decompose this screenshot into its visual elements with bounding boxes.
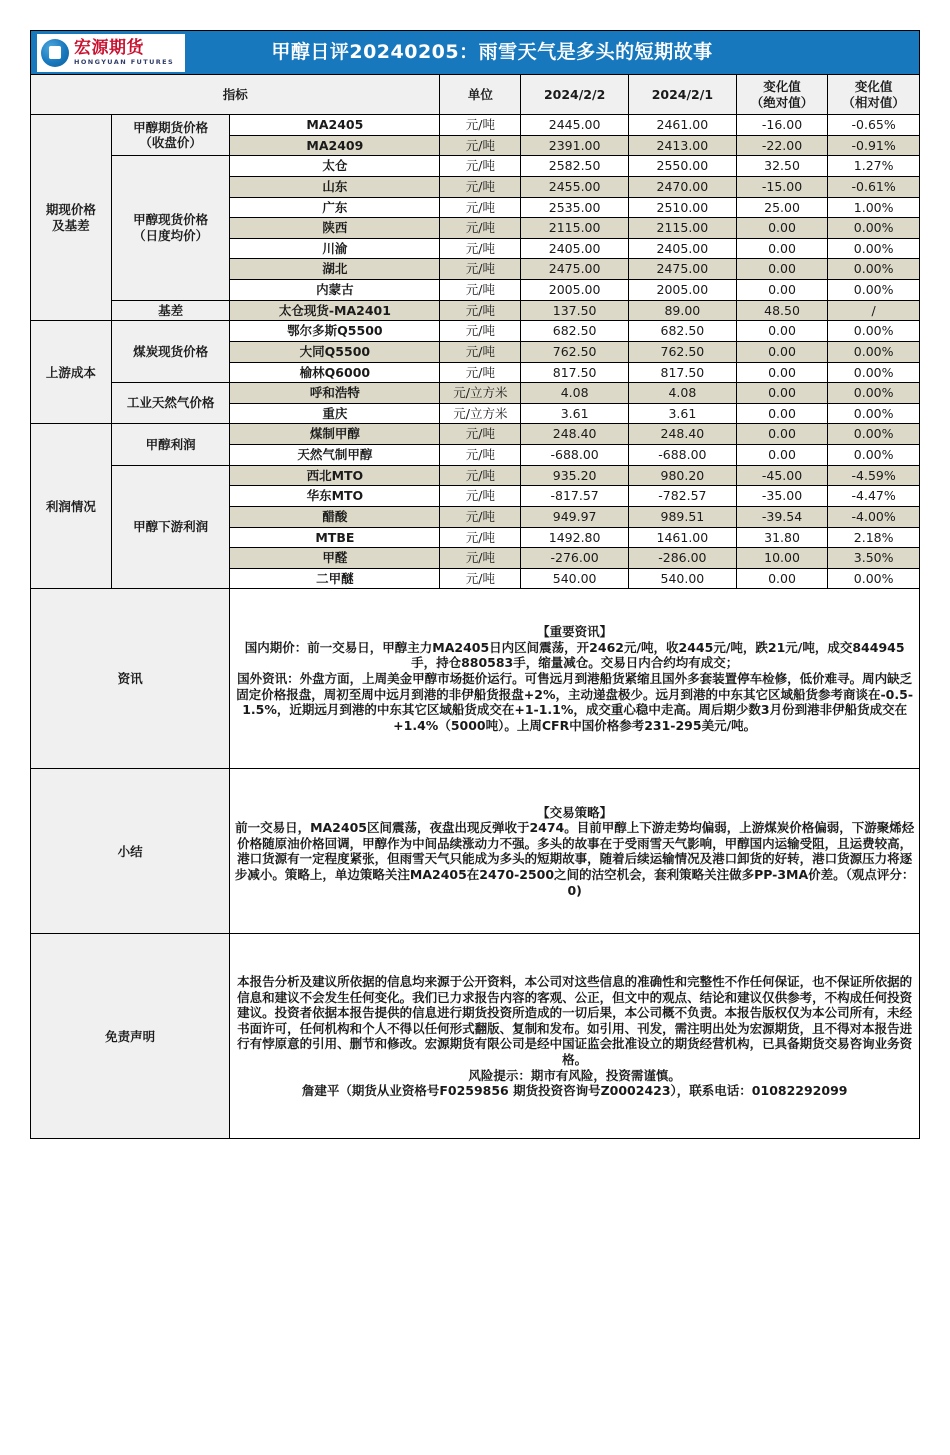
row-value-current: 2455.00 bbox=[521, 176, 629, 197]
row-change-absolute: 0.00 bbox=[736, 383, 828, 404]
row-change-relative: 1.27% bbox=[828, 156, 920, 177]
subgroup-label-2-0: 甲醇利润 bbox=[111, 424, 230, 465]
row-change-relative: 3.50% bbox=[828, 548, 920, 569]
row-value-previous: 980.20 bbox=[629, 465, 737, 486]
row-change-absolute: 25.00 bbox=[736, 197, 828, 218]
row-indicator-name: 华东MTO bbox=[230, 486, 440, 507]
row-change-absolute: 31.80 bbox=[736, 527, 828, 548]
row-unit: 元/吨 bbox=[440, 445, 521, 466]
logo-company-name-cn: 宏源期货 bbox=[74, 37, 144, 58]
row-value-previous: 2510.00 bbox=[629, 197, 737, 218]
row-change-relative: -0.61% bbox=[828, 176, 920, 197]
news-section-body-paragraph: 国内期价：前一交易日，甲醇主力MA2405日内区间震荡，开2462元/吨，收2445元/吨，跌21元/吨，成交844945手，持仓880583手，缩量减仓。交易日内合约均有成交； bbox=[244, 639, 905, 671]
group-label-0: 期现价格 及基差 bbox=[31, 115, 112, 321]
summary-section-body-row bbox=[31, 769, 920, 934]
row-change-absolute: 0.00 bbox=[736, 424, 828, 445]
row-unit: 元/吨 bbox=[440, 424, 521, 445]
row-change-absolute: 0.00 bbox=[736, 341, 828, 362]
row-indicator-name: 二甲醚 bbox=[230, 568, 440, 589]
row-value-current: 2582.50 bbox=[521, 156, 629, 177]
row-value-current: 2405.00 bbox=[521, 238, 629, 259]
logo-emblem-icon bbox=[41, 39, 69, 67]
col-header-change-relative: 变化值 （相对值） bbox=[828, 75, 920, 115]
row-change-relative: -0.91% bbox=[828, 135, 920, 156]
logo-company-name-en: HONGYUAN FUTURES bbox=[74, 57, 175, 66]
row-value-previous: 3.61 bbox=[629, 403, 737, 424]
row-value-current: 540.00 bbox=[521, 568, 629, 589]
row-unit: 元/吨 bbox=[440, 135, 521, 156]
company-logo bbox=[37, 34, 185, 72]
row-unit: 元/吨 bbox=[440, 321, 521, 342]
row-change-relative: 0.00% bbox=[828, 341, 920, 362]
row-indicator-name: 醋酸 bbox=[230, 506, 440, 527]
row-unit: 元/吨 bbox=[440, 218, 521, 239]
row-unit: 元/吨 bbox=[440, 486, 521, 507]
row-change-relative: 0.00% bbox=[828, 403, 920, 424]
row-value-previous: 2550.00 bbox=[629, 156, 737, 177]
row-value-current: -276.00 bbox=[521, 548, 629, 569]
row-value-current: 3.61 bbox=[521, 403, 629, 424]
col-header-date-current: 2024/2/2 bbox=[521, 75, 629, 115]
row-unit: 元/吨 bbox=[440, 176, 521, 197]
row-unit: 元/吨 bbox=[440, 527, 521, 548]
row-change-relative: 0.00% bbox=[828, 568, 920, 589]
row-value-previous: 2461.00 bbox=[629, 115, 737, 136]
row-value-previous: -782.57 bbox=[629, 486, 737, 507]
row-unit: 元/吨 bbox=[440, 156, 521, 177]
row-unit: 元/吨 bbox=[440, 465, 521, 486]
summary-section-label: 小结 bbox=[31, 769, 230, 934]
group-label-2: 利润情况 bbox=[31, 424, 112, 589]
row-change-absolute: 10.00 bbox=[736, 548, 828, 569]
row-value-current: 817.50 bbox=[521, 362, 629, 383]
row-indicator-name: 重庆 bbox=[230, 403, 440, 424]
row-indicator-name: 内蒙古 bbox=[230, 280, 440, 301]
col-header-indicator: 指标 bbox=[31, 75, 440, 115]
row-value-current: 2535.00 bbox=[521, 197, 629, 218]
row-change-relative: 0.00% bbox=[828, 424, 920, 445]
table-row bbox=[31, 424, 920, 445]
row-value-current: 2115.00 bbox=[521, 218, 629, 239]
disclaimer-section-label: 免责声明 bbox=[31, 934, 230, 1139]
row-value-previous: 540.00 bbox=[629, 568, 737, 589]
row-indicator-name: 湖北 bbox=[230, 259, 440, 280]
report-title-bar bbox=[31, 31, 920, 75]
disclaimer-section-body-paragraph: 本报告分析及建议所依据的信息均来源于公开资料，本公司对这些信息的准确性和完整性不作任何保证，也不保证所依据的信息和建议不会发生任何变化。我们已力求报告内容的客观、公正，但文中的观点、结论和建议仅供参考，不构成任何投资建议。投资者依据本报告提供的信息进行期货投资所造成的一切后果，本公司概不负责。本报告版权仅为本公司所有，未经书面许可，任何机构和个人不得以任何形式翻版、复制和发布。如引用、刊发，需注明出处为宏源期货，且不得对本报告进行有悖原意的引用、删节和修改。宏源期货有限公司是经中国证监会批准设立的期货经营机构，已具备期货交易咨询业务资格。 bbox=[237, 973, 913, 1067]
row-change-absolute: 0.00 bbox=[736, 238, 828, 259]
col-header-date-previous: 2024/2/1 bbox=[629, 75, 737, 115]
row-indicator-name: 煤制甲醇 bbox=[230, 424, 440, 445]
row-change-absolute: 0.00 bbox=[736, 280, 828, 301]
row-value-previous: 89.00 bbox=[629, 300, 737, 321]
row-change-absolute: -22.00 bbox=[736, 135, 828, 156]
table-row bbox=[31, 383, 920, 404]
row-indicator-name: 天然气制甲醇 bbox=[230, 445, 440, 466]
row-change-relative: 0.00% bbox=[828, 445, 920, 466]
subgroup-label-1-0: 煤炭现货价格 bbox=[111, 321, 230, 383]
row-unit: 元/吨 bbox=[440, 280, 521, 301]
row-change-relative: -4.59% bbox=[828, 465, 920, 486]
row-change-absolute: 0.00 bbox=[736, 259, 828, 280]
row-value-previous: 2005.00 bbox=[629, 280, 737, 301]
subgroup-label-0-1: 甲醇现货价格 （日度均价） bbox=[111, 156, 230, 300]
row-change-relative: -4.00% bbox=[828, 506, 920, 527]
row-value-previous: 2405.00 bbox=[629, 238, 737, 259]
row-indicator-name: 鄂尔多斯Q5500 bbox=[230, 321, 440, 342]
row-value-previous: -688.00 bbox=[629, 445, 737, 466]
row-unit: 元/吨 bbox=[440, 259, 521, 280]
col-header-change-absolute: 变化值 （绝对值） bbox=[736, 75, 828, 115]
subgroup-label-0-0: 甲醇期货价格 （收盘价） bbox=[111, 115, 230, 156]
title-row bbox=[31, 31, 920, 75]
row-value-previous: 682.50 bbox=[629, 321, 737, 342]
row-value-current: -688.00 bbox=[521, 445, 629, 466]
row-value-previous: 2115.00 bbox=[629, 218, 737, 239]
row-value-previous: 248.40 bbox=[629, 424, 737, 445]
row-indicator-name: 陕西 bbox=[230, 218, 440, 239]
row-value-current: 2391.00 bbox=[521, 135, 629, 156]
row-change-absolute: -16.00 bbox=[736, 115, 828, 136]
row-value-previous: -286.00 bbox=[629, 548, 737, 569]
group-label-1: 上游成本 bbox=[31, 321, 112, 424]
row-change-relative: 0.00% bbox=[828, 259, 920, 280]
row-value-current: 935.20 bbox=[521, 465, 629, 486]
row-unit: 元/吨 bbox=[440, 362, 521, 383]
row-change-relative: 0.00% bbox=[828, 280, 920, 301]
row-unit: 元/吨 bbox=[440, 238, 521, 259]
row-indicator-name: 川渝 bbox=[230, 238, 440, 259]
page-title: 甲醇日评20240205：雨雪天气是多头的短期故事 bbox=[271, 40, 713, 63]
row-change-absolute: 0.00 bbox=[736, 445, 828, 466]
row-indicator-name: MTBE bbox=[230, 527, 440, 548]
row-indicator-name: 西北MTO bbox=[230, 465, 440, 486]
row-indicator-name: 大同Q5500 bbox=[230, 341, 440, 362]
row-change-absolute: 0.00 bbox=[736, 568, 828, 589]
row-change-absolute: 32.50 bbox=[736, 156, 828, 177]
disclaimer-section-body-paragraph: 詹建平（期货从业资格号F0259856 期货投资咨询号Z0002423），联系电话：01082292099 bbox=[301, 1083, 848, 1099]
row-value-current: 2475.00 bbox=[521, 259, 629, 280]
table-row bbox=[31, 465, 920, 486]
row-change-absolute: -39.54 bbox=[736, 506, 828, 527]
row-indicator-name: 呼和浩特 bbox=[230, 383, 440, 404]
row-unit: 元/吨 bbox=[440, 548, 521, 569]
row-unit: 元/吨 bbox=[440, 568, 521, 589]
row-value-previous: 762.50 bbox=[629, 341, 737, 362]
row-value-previous: 817.50 bbox=[629, 362, 737, 383]
row-unit: 元/吨 bbox=[440, 341, 521, 362]
row-unit: 元/吨 bbox=[440, 197, 521, 218]
row-change-relative: 1.00% bbox=[828, 197, 920, 218]
row-change-absolute: -15.00 bbox=[736, 176, 828, 197]
row-value-previous: 989.51 bbox=[629, 506, 737, 527]
row-value-current: 1492.80 bbox=[521, 527, 629, 548]
row-indicator-name: 太仓 bbox=[230, 156, 440, 177]
row-unit: 元/吨 bbox=[440, 506, 521, 527]
news-section-body-paragraph: 【重要资讯】 bbox=[537, 624, 613, 640]
row-value-previous: 2470.00 bbox=[629, 176, 737, 197]
row-change-absolute: 48.50 bbox=[736, 300, 828, 321]
row-value-current: 762.50 bbox=[521, 341, 629, 362]
row-indicator-name: 山东 bbox=[230, 176, 440, 197]
row-indicator-name: 榆林Q6000 bbox=[230, 362, 440, 383]
row-change-relative: -4.47% bbox=[828, 486, 920, 507]
row-value-current: 2005.00 bbox=[521, 280, 629, 301]
row-value-previous: 2475.00 bbox=[629, 259, 737, 280]
summary-section-body-paragraph: 【交易策略】 bbox=[537, 804, 613, 820]
row-indicator-name: 太仓现货-MA2401 bbox=[230, 300, 440, 321]
table-row bbox=[31, 156, 920, 177]
table-row bbox=[31, 115, 920, 136]
row-indicator-name: 广东 bbox=[230, 197, 440, 218]
news-section-body-row bbox=[31, 589, 920, 769]
row-change-absolute: -45.00 bbox=[736, 465, 828, 486]
row-change-relative: 0.00% bbox=[828, 218, 920, 239]
row-change-absolute: 0.00 bbox=[736, 403, 828, 424]
news-section-label: 资讯 bbox=[31, 589, 230, 769]
row-value-current: 2445.00 bbox=[521, 115, 629, 136]
row-unit: 元/吨 bbox=[440, 300, 521, 321]
subgroup-label-2-1: 甲醇下游利润 bbox=[111, 465, 230, 589]
row-indicator-name: MA2405 bbox=[230, 115, 440, 136]
row-value-current: -817.57 bbox=[521, 486, 629, 507]
column-header-row bbox=[31, 75, 920, 115]
row-value-previous: 4.08 bbox=[629, 383, 737, 404]
row-change-absolute: 0.00 bbox=[736, 321, 828, 342]
report-body bbox=[31, 31, 920, 1139]
subgroup-label-0-2: 基差 bbox=[111, 300, 230, 321]
row-change-relative: 0.00% bbox=[828, 383, 920, 404]
row-change-relative: 0.00% bbox=[828, 238, 920, 259]
row-value-current: 682.50 bbox=[521, 321, 629, 342]
disclaimer-section-body-row bbox=[31, 934, 920, 1139]
disclaimer-section-body bbox=[230, 934, 920, 1139]
row-value-current: 137.50 bbox=[521, 300, 629, 321]
methanol-daily-report-table bbox=[30, 30, 920, 1139]
row-change-absolute: -35.00 bbox=[736, 486, 828, 507]
row-change-relative: 0.00% bbox=[828, 362, 920, 383]
news-section-body-paragraph: 国外资讯：外盘方面，上周美金甲醇市场挺价运行。可售远月到港船货紧缩且国外多套装置停车检修，低价难寻。周内缺乏固定价格报盘，周初至周中远月到港的非伊船货报盘+2%，主动递盘极少。远月到港的中东其它区域船货参考商谈在-0.5-1.5%，近期远月到港的中东其它区域船货成交在+1-1.1%，成交重心稳中走高。周后期少数3月份到港非伊船货成交在+1.4%（5000吨）。上周CFR中国价格参考231-295美元/吨。 bbox=[236, 671, 914, 733]
col-header-unit: 单位 bbox=[440, 75, 521, 115]
row-value-current: 4.08 bbox=[521, 383, 629, 404]
table-row bbox=[31, 321, 920, 342]
row-change-relative: 0.00% bbox=[828, 321, 920, 342]
row-change-relative: / bbox=[828, 300, 920, 321]
row-value-current: 949.97 bbox=[521, 506, 629, 527]
summary-section-body-paragraph: 前一交易日，MA2405区间震荡，夜盘出现反弹收于2474。目前甲醇上下游走势均偏弱，上游煤炭价格偏弱，下游聚烯烃价格随原油价格回调，甲醇作为中间品续涨动力不强。多头的故事在于受雨雪天气影响，甲醇国内运输受阻，且运费较高，港口货源有一定程度紧张，但雨雪天气只能成为多头的短期故事，随着后续运输情况及港口卸货的好转，港口货源压力将逐步减小。策略上，单边策略关注MA2405在2470-2500之间的沽空机会，套利策略关注做多PP-3MA价差。（观点评分：0) bbox=[234, 820, 915, 898]
row-change-absolute: 0.00 bbox=[736, 218, 828, 239]
row-unit: 元/立方米 bbox=[440, 403, 521, 424]
row-value-previous: 1461.00 bbox=[629, 527, 737, 548]
row-value-current: 248.40 bbox=[521, 424, 629, 445]
row-unit: 元/立方米 bbox=[440, 383, 521, 404]
row-value-previous: 2413.00 bbox=[629, 135, 737, 156]
subgroup-label-1-1: 工业天然气价格 bbox=[111, 383, 230, 424]
disclaimer-section-body-paragraph: 风险提示：期市有风险，投资需谨慎。 bbox=[468, 1067, 681, 1083]
table-row bbox=[31, 300, 920, 321]
row-indicator-name: 甲醛 bbox=[230, 548, 440, 569]
row-change-relative: 2.18% bbox=[828, 527, 920, 548]
row-change-relative: -0.65% bbox=[828, 115, 920, 136]
row-indicator-name: MA2409 bbox=[230, 135, 440, 156]
row-unit: 元/吨 bbox=[440, 115, 521, 136]
row-change-absolute: 0.00 bbox=[736, 362, 828, 383]
news-section-body bbox=[230, 589, 920, 769]
summary-section-body bbox=[230, 769, 920, 934]
